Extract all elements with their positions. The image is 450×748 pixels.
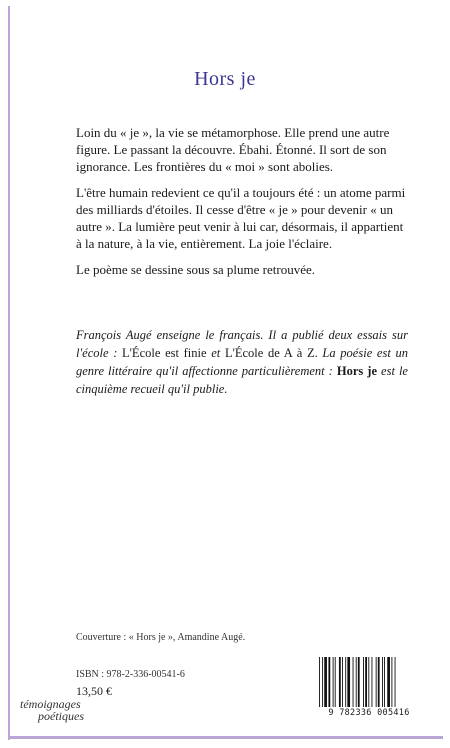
bio-text: est le cinquième recueil qu'il publie. — [76, 364, 408, 396]
cover-credit: Couverture : « Hors je », Amandine Augé. — [76, 632, 246, 643]
collection-logo-line: témoignages — [20, 697, 81, 711]
bio-book-title: L'École de A à Z. — [224, 346, 318, 360]
blurb-paragraph: L'être humain redevient ce qu'il a toujours été : un atome parmi des milliards d'étoiles. Il cesse d'être « je » pour devenir « un autre ». La lumière peut venir à lui car, désormais, il appartient à la nature, à la vie, entièrement. La joie l'éclaire. — [76, 185, 406, 251]
blurb-paragraph: Loin du « je », la vie se métamorphose. Elle prend une autre figure. Le passant la découvre. Ébahi. Étonné. Il sort de son ignorance. Les frontières du « moi » sont abolies. — [76, 125, 390, 174]
bio-text: François Augé enseigne le français. Il a publié deux essais sur l'école : — [76, 328, 408, 360]
barcode-icon — [318, 657, 421, 707]
price: 13,50 € — [76, 684, 112, 698]
blurb — [76, 124, 408, 287]
bio-text: et — [206, 346, 225, 360]
blurb-paragraph: Le poème se dessine sous sa plume retrouvée. — [76, 262, 315, 277]
book-title: Hors je — [194, 68, 256, 90]
barcode-digits: 9 782336 005416 — [328, 708, 410, 718]
left-border-rule — [8, 6, 10, 740]
collection-logo-line: poétiques — [38, 709, 84, 723]
isbn: ISBN : 978-2-336-00541-6 — [76, 669, 185, 680]
bio-text: La poésie est un genre littéraire qu'il affectionne particulièrement : — [76, 346, 408, 378]
bio-book-title: Hors je — [336, 364, 377, 378]
collection-logo — [20, 698, 100, 722]
author-bio — [76, 326, 408, 398]
bottom-border-rule — [8, 736, 443, 739]
bio-book-title: L'École est finie — [122, 346, 207, 360]
